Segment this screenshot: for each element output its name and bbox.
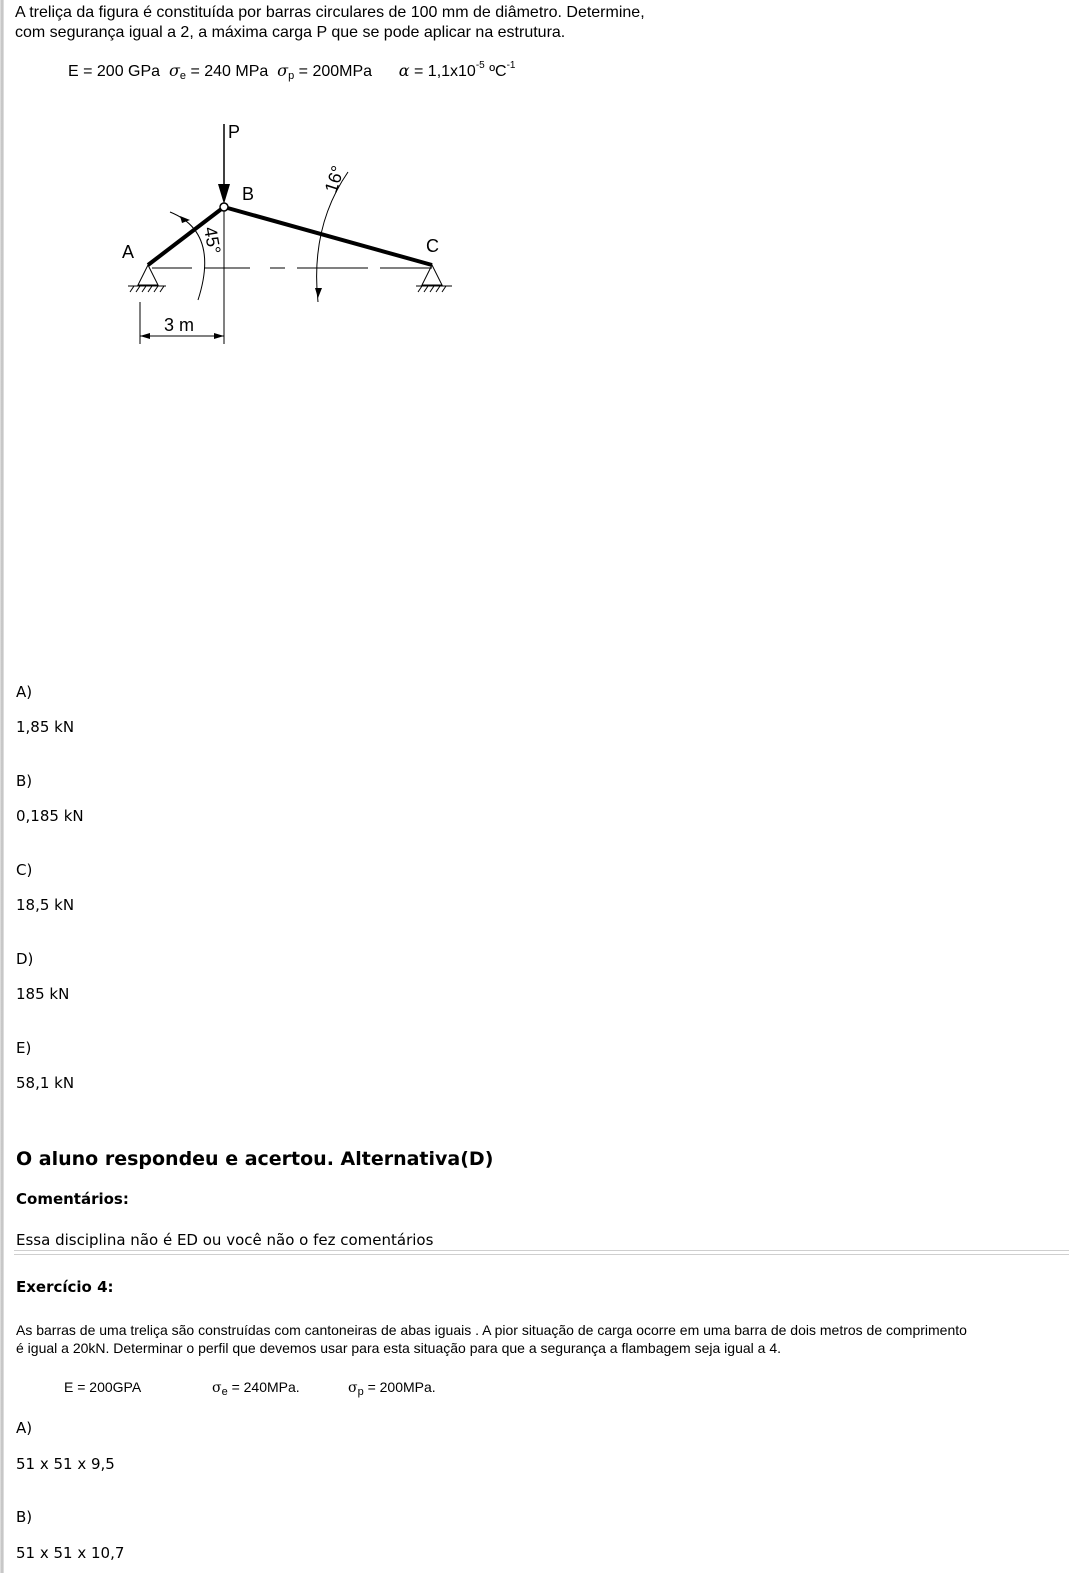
label-dimension: 3 m [164,315,195,335]
prop-alpha-value: = 1,1x10 [414,63,476,80]
question-properties [68,60,516,82]
ex-sigma-e-symbol: σ [212,1380,222,1396]
prop-alpha-exp: -5 [475,60,485,71]
prop-sigma-e-sub: e [179,70,186,82]
exercise-4-prop-E: E = 200GPA [64,1379,142,1395]
prop-sigma-p-sub: p [288,70,295,82]
label-P: P [228,122,241,142]
ex-sigma-e-value: = 240MPa. [231,1379,300,1395]
prop-sigma-e-value: = 240 MPa [190,63,269,80]
comments-text: Essa disciplina não é ED ou você não o fez comentários [16,1231,434,1249]
ex-sigma-e-sub: e [221,1386,228,1398]
exercise-4-text [16,1321,1069,1357]
truss-figure [100,112,480,352]
prop-sigma-e-symbol: σ [168,61,180,80]
prop-E: E = 200 GPa [68,63,161,80]
ex-sigma-p-value: = 200MPa. [367,1379,436,1395]
option-c-letter: C) [16,861,33,879]
question-text: A treliça da figura é constituída por barras circulares de 100 mm de diâmetro. Determine, com segurança igual a 2, a máxima carga P que se pode aplicar na estrutura. [15,4,645,41]
exercise-4-line-1: As barras de uma treliça são construídas com cantoneiras de abas iguais . A pior situação de carga ocorre em uma barra de dois metros de comprimento [16,1322,967,1338]
label-angle-16: 16° [320,163,349,196]
option-d-value[interactable]: 185 kN [16,985,70,1003]
option-e-value[interactable]: 58,1 kN [16,1074,75,1092]
ex4-option-b-letter: B) [16,1508,33,1526]
label-angle-45: 45° [200,225,225,256]
section-divider [14,1250,1069,1251]
option-a-letter: A) [16,683,33,701]
label-A: A [122,242,135,262]
ex-sigma-p-sub: p [357,1386,364,1398]
ex4-option-b-value[interactable]: 51 x 51 x 10,7 [16,1544,125,1562]
label-B: B [242,184,255,204]
option-e-letter: E) [16,1039,32,1057]
option-a-value[interactable]: 1,85 kN [16,718,75,736]
exercise-4-title: Exercício 4: [16,1278,114,1296]
left-border [0,0,4,1573]
prop-alpha-unit-exp: -1 [506,60,516,71]
label-C: C [426,236,439,256]
prop-alpha-symbol: α [398,61,410,80]
joint-B [220,203,228,211]
ex-sigma-p-symbol: σ [348,1380,358,1396]
prop-sigma-p-symbol: σ [277,61,289,80]
prop-alpha-unit: ºC [489,63,507,80]
option-c-value[interactable]: 18,5 kN [16,896,75,914]
support-C [416,265,452,292]
support-A [128,265,166,292]
comments-title: Comentários: [16,1190,129,1208]
ex4-option-a-value[interactable]: 51 x 51 x 9,5 [16,1455,115,1473]
bar-BC [224,207,432,265]
ex4-option-a-letter: A) [16,1419,33,1437]
result-message: O aluno respondeu e acertou. Alternativa(D) [16,1148,494,1170]
option-d-letter: D) [16,950,34,968]
section-divider-2 [14,1254,1069,1255]
option-b-value[interactable]: 0,185 kN [16,807,84,825]
option-b-letter: B) [16,772,33,790]
prop-sigma-p-value: = 200MPa [298,63,373,80]
exercise-4-line-2: é igual a 20kN. Determinar o perfil que devemos usar para esta situação para que a segurança a flambagem seja igual a 4. [16,1340,782,1356]
exercise-4-prop-sigma-p [348,1379,436,1398]
exercise-4-prop-sigma-e [212,1379,300,1398]
